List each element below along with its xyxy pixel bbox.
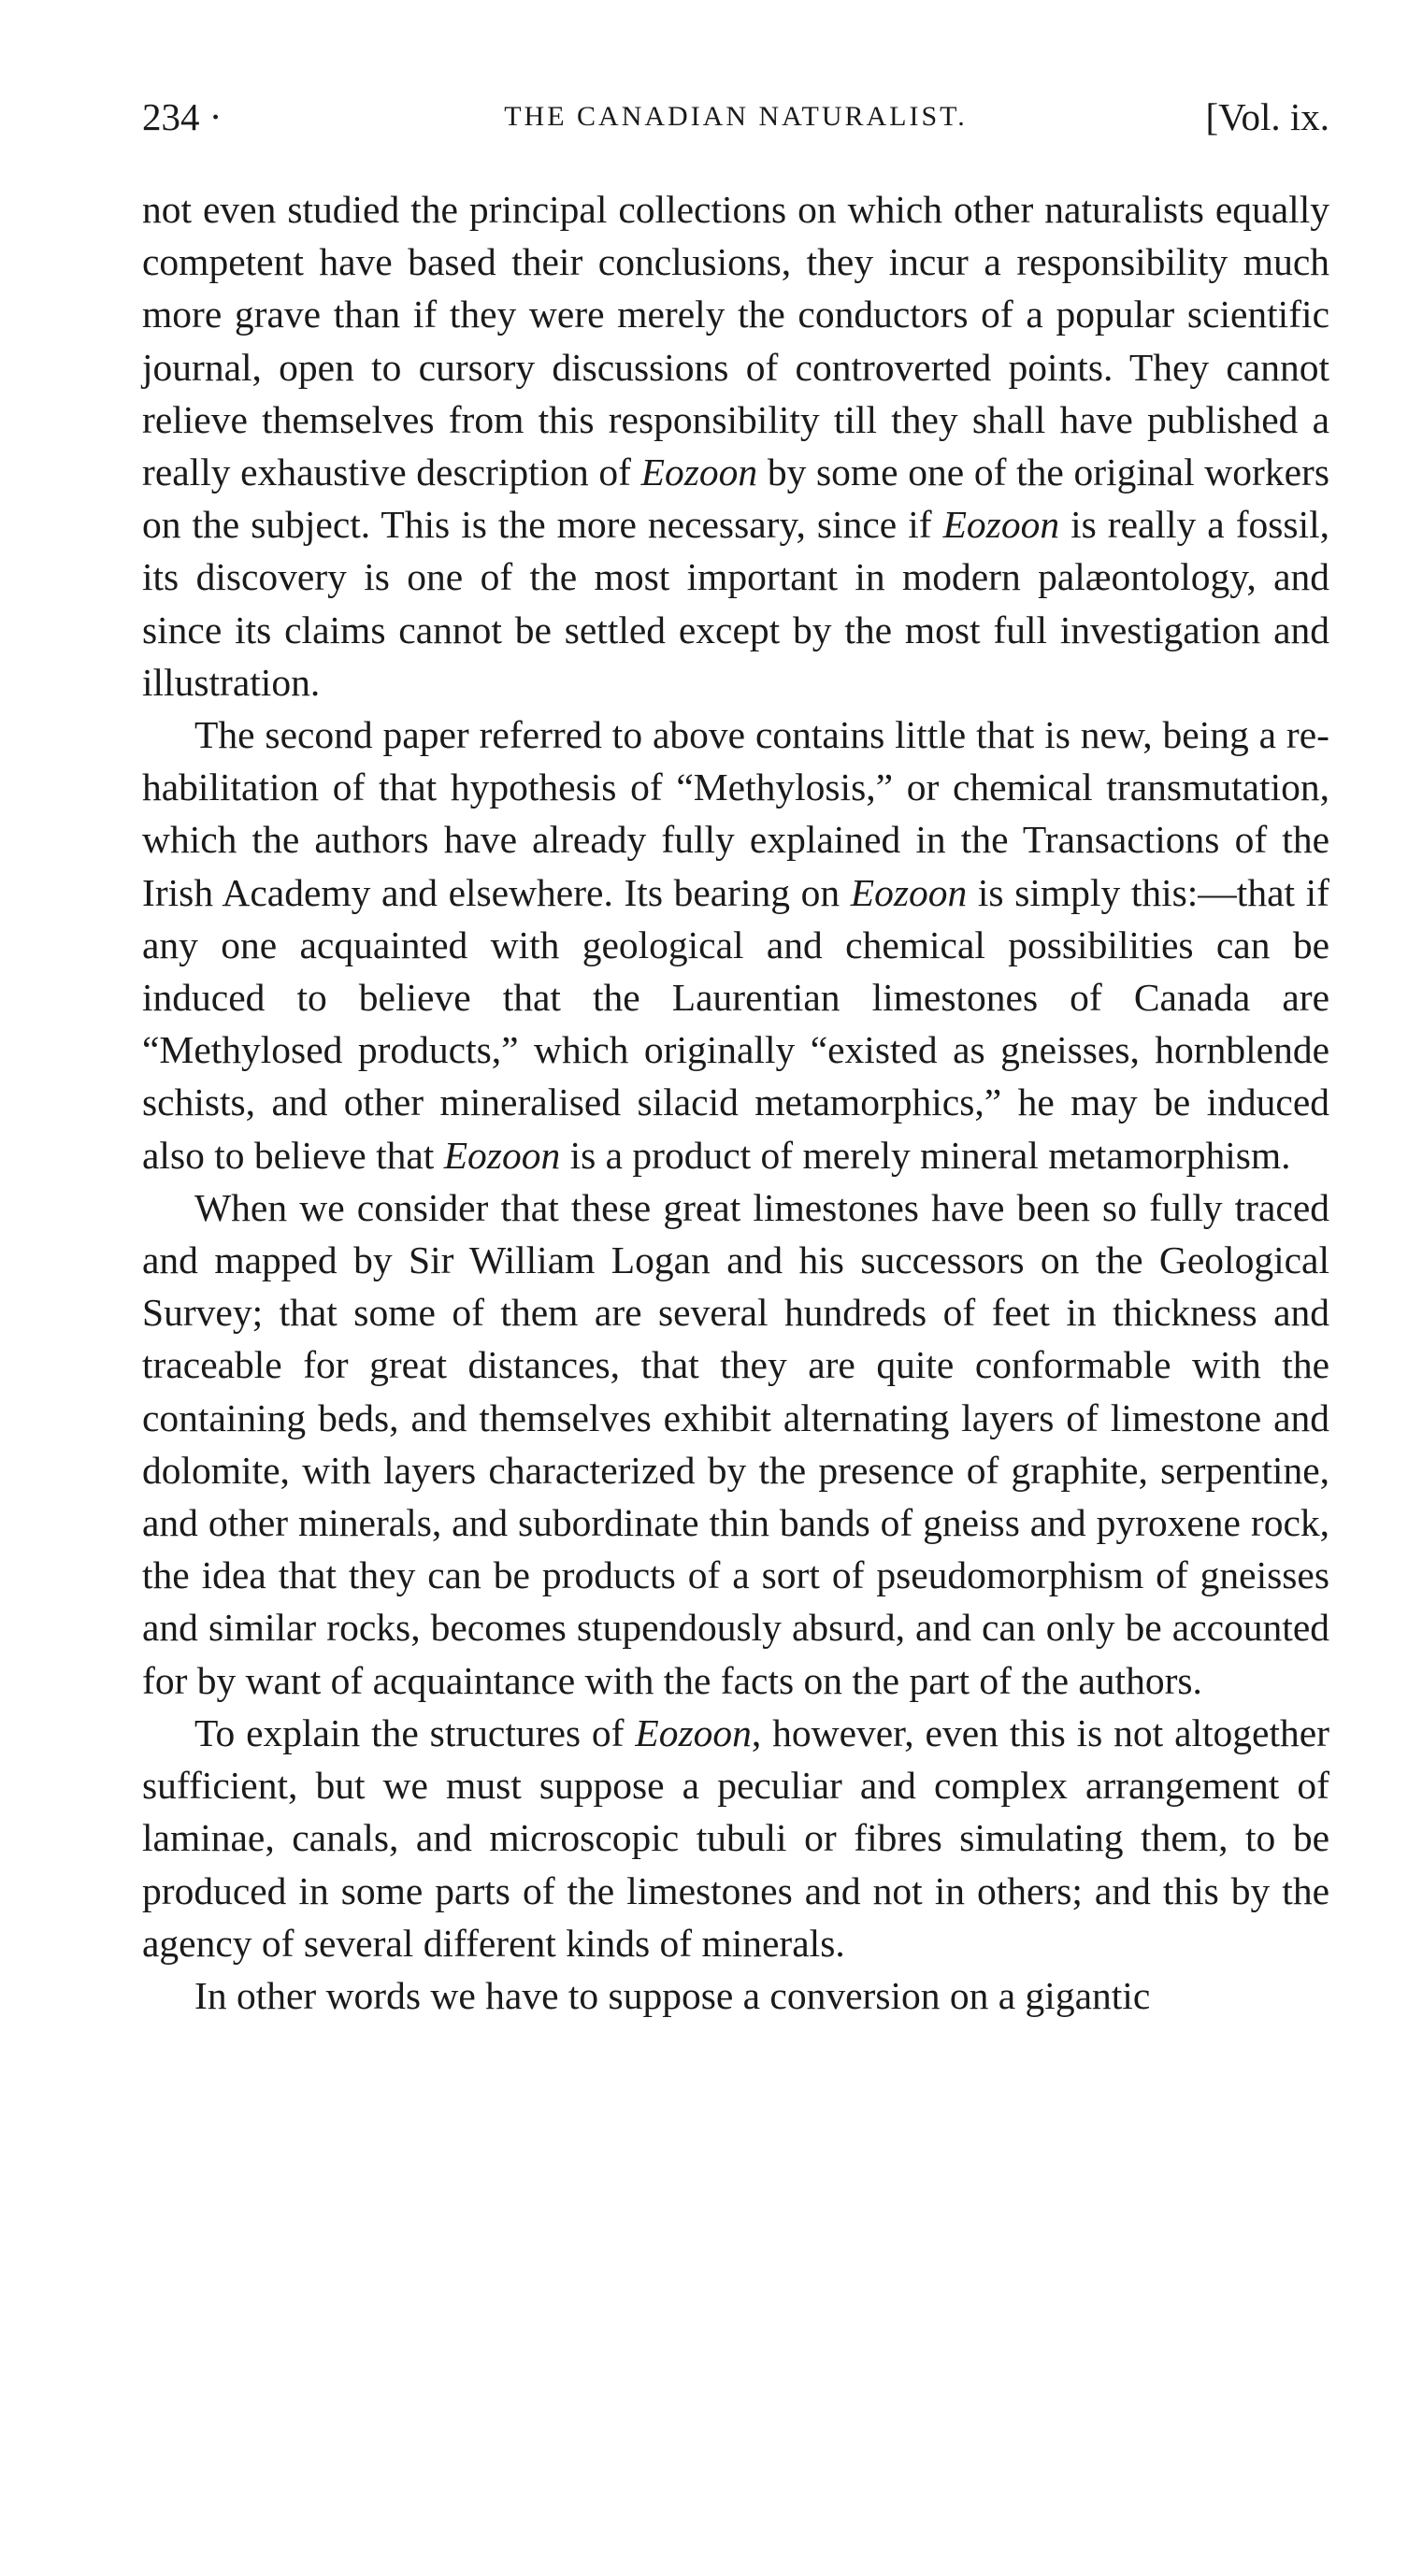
italic-term: Eozoon xyxy=(443,1133,561,1177)
text-run: In other words we have to suppose a conversion on a gigantic xyxy=(194,1973,1151,2017)
text-run: When we consider that these great limestones have been so fully traced and mapped by Sir William Logan and his successors on the Geological Survey; that some of them are several hundreds of feet in thickness and traceable for great distances, that they are quite conformable with the containing beds, and themselves exhibit alternating layers of limestone and dolomite, with layers characterized by the presence of graphite, serpentine, and other minerals, and subordinate thin bands of gneiss and pyroxene rock, the idea that they can be products of a sort of pseudomorphism of gneisses and similar rocks, becomes stupendously absurd, and can only be accounted for by want of acquaintance with the facts on the part of the authors. xyxy=(142,1185,1329,1702)
page-header xyxy=(142,84,1329,150)
paragraph-4 xyxy=(142,1707,1329,1969)
italic-term: Eozoon xyxy=(850,870,968,914)
text-run: To explain the structures of xyxy=(194,1710,636,1754)
text-run: not even studied the principal collections on which other naturalists equally competent have based their conclusions, they incur a responsibility much more grave than if they were merely the conductors of a popular scientific journal, open to cursory discussions of controverted points. They cannot relieve themselves from this responsibility till they shall have published a really exhaustive description of xyxy=(142,188,1329,494)
text-run: The second paper referred to above contains little that is new, being a re-habilitation of that hypothesis of “Methylosis,” or chemical transmutation, which the authors have already fully explained in the Transactions of the Irish Academy and elsewhere. Its bearing on xyxy=(142,713,1329,914)
paragraph-5 xyxy=(142,1969,1329,2022)
text-run: is a product of merely mineral metamorphism. xyxy=(560,1133,1291,1177)
book-page xyxy=(142,84,1329,2022)
running-title: THE CANADIAN NATURALIST. xyxy=(504,101,968,132)
italic-term: Eozoon xyxy=(635,1710,752,1754)
italic-term: Eozoon xyxy=(640,451,758,494)
italic-term: Eozoon xyxy=(942,503,1060,547)
paragraph-1 xyxy=(142,183,1329,708)
volume-label: [Vol. ix. xyxy=(1205,95,1329,138)
body-text xyxy=(142,183,1329,2022)
paragraph-3 xyxy=(142,1181,1329,1707)
page-number: 234 · xyxy=(142,95,223,138)
text-run: is really a fossil, its discovery is one of the most important in modern palæontology, and since its claims cannot be settled except by the most full investigation and illustration. xyxy=(142,503,1329,704)
text-run: by some one of the original workers on the subject. This is the more necessary, since if xyxy=(142,451,1329,547)
text-run: is simply this:—that if any one acquainted with geological and chemical possibilities can be induced to believe that the Laurentian limestones of Canada are “Methylosed products,” which originally “existed as gneisses, hornblende schists, and other mineralised silacid metamorphics,” he may be induced also to believe that xyxy=(142,870,1330,1177)
paragraph-2 xyxy=(142,708,1329,1181)
text-run: , however, even this is not altogether sufficient, but we must suppose a peculiar and complex arrangement of laminae, canals, and microscopic tubuli or fibres simulating them, to be produced in some parts of the limestones and not in others; and this by the agency of several different kinds of minerals. xyxy=(142,1710,1329,1965)
